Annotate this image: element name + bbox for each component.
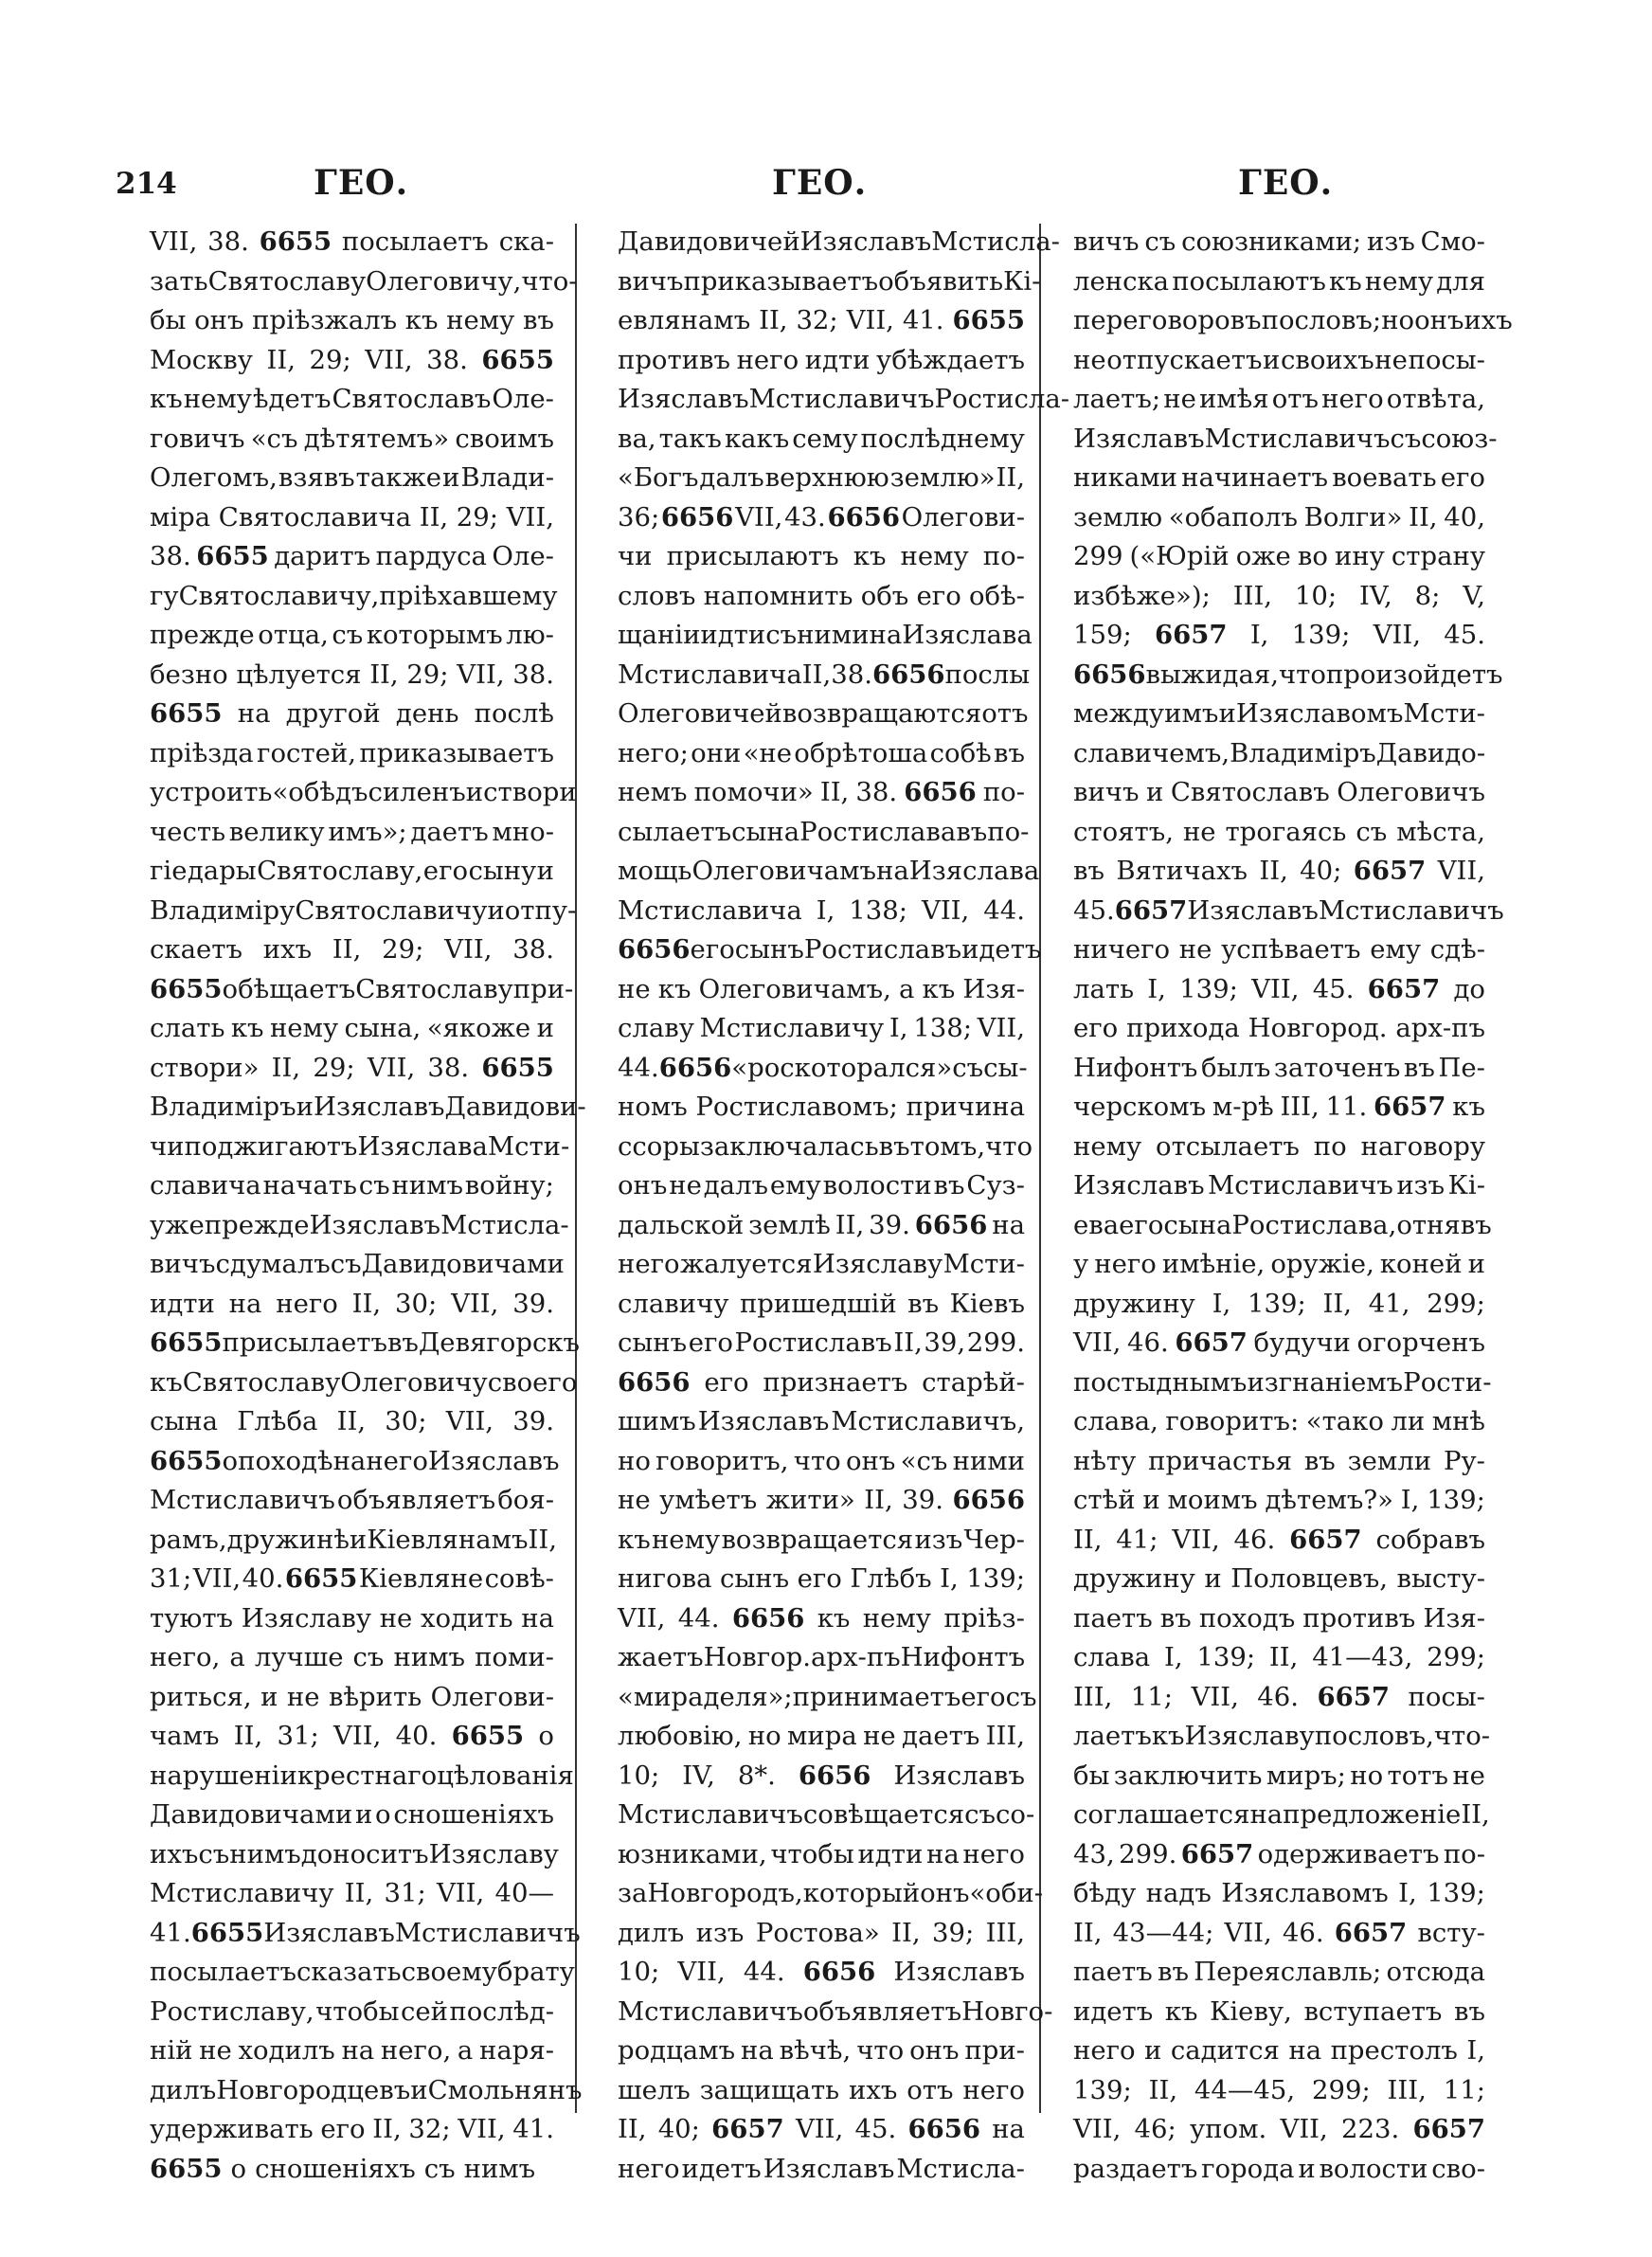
- text-line: 45. 6657 Изяславъ Мстиславичъ: [1073, 894, 1504, 926]
- text-line: чамъ II, 31; VII, 40. 6655 о: [150, 1721, 554, 1751]
- text-line: створи» II, 29; VII, 38. 6655: [150, 1052, 554, 1083]
- text-line: славичемъ, Владиміръ Давидо-: [1073, 737, 1486, 768]
- text-line: жаетъ Новгор. арх-пъ Нифонтъ: [618, 1642, 1026, 1672]
- column-rule-2: [1039, 224, 1041, 2113]
- text-line: 6655 обѣщаетъ Святославу при-: [150, 973, 574, 1004]
- text-line: шимъ Изяславъ Мстиславичъ,: [618, 1406, 1025, 1436]
- text-line: раздаетъ города и волости сво-: [1073, 2153, 1485, 2184]
- text-line: сылаетъ сына Ростислава въ по-: [618, 816, 1030, 847]
- text-line: скаетъ ихъ II, 29; VII, 38.: [150, 934, 554, 965]
- text-line: 6655 на другой день послѣ: [150, 698, 554, 729]
- text-line: 41. 6655 Изяславъ Мстиславичъ: [150, 1917, 581, 1948]
- text-line: гіе дары Святославу, его сыну и: [150, 856, 554, 886]
- text-line: чи присылаютъ къ нему по-: [618, 541, 1025, 571]
- text-line: Давидовичами и о сношеніяхъ: [150, 1799, 554, 1830]
- text-line: туютъ Изяславу не ходить на: [150, 1602, 554, 1634]
- text-line: 38. 6655 даритъ пардуса Оле-: [150, 541, 554, 571]
- text-line: черскомъ м-рѣ III, 11. 6657 къ: [1073, 1092, 1485, 1122]
- text-line: Мстиславичу II, 31; VII, 40—: [150, 1878, 554, 1908]
- text-line: риться, и не вѣрить Олегови-: [150, 1681, 554, 1712]
- text-line: вичъ и Святославъ Олеговичъ: [1073, 777, 1485, 807]
- text-line: онъ не далъ ему волости въ Суз-: [618, 1170, 1025, 1201]
- text-line: никами начинаетъ воевать его: [1073, 462, 1485, 493]
- text-line: нигова сынъ его Глѣбъ I, 139;: [618, 1563, 1025, 1594]
- text-line: шелъ защищать ихъ отъ него: [618, 2074, 1025, 2105]
- text-line: любовію, но мира не даетъ III,: [618, 1721, 1025, 1751]
- text-line: постыднымъ изгнаніемъ Рости-: [1073, 1366, 1492, 1398]
- text-line: слава, говоритъ: «тако ли мнѣ: [1073, 1406, 1485, 1436]
- text-line: VII, 38. 6655 посылаетъ ска-: [150, 226, 554, 257]
- text-line: Мстиславичъ совѣщается съ со-: [618, 1799, 1035, 1830]
- text-line: II, 40; 6657 VII, 45. 6656 на: [618, 2114, 1025, 2144]
- text-line: говичъ «съ дѣтятемъ» своимъ: [150, 423, 554, 454]
- text-line: словъ напомнить объ его обѣ-: [618, 580, 1025, 611]
- text-line: паетъ въ походъ противъ Изя-: [1073, 1602, 1485, 1634]
- text-line: Мстиславичъ объявляетъ боя-: [150, 1485, 554, 1515]
- text-line: идти на него II, 30; VII, 39.: [150, 1288, 554, 1319]
- text-line: его прихода Новгород. арх-пъ: [1073, 1013, 1485, 1043]
- text-line: гу Святославичу, пріѣхавшему: [150, 580, 558, 611]
- page-number: 214: [116, 167, 177, 201]
- text-line: рамъ, дружинѣ и Кіевлянамъ II,: [150, 1524, 557, 1555]
- text-line: щаніи идти съ ними на Изяслава: [618, 620, 1032, 650]
- text-line: Изяславъ Мстиславичъ Ростисла-: [618, 384, 1069, 414]
- text-line: къ нему ѣдетъ Святославъ Оле-: [150, 384, 554, 414]
- text-line: 6655 о сношеніяхъ съ нимъ: [150, 2153, 536, 2184]
- text-line: паетъ въ Переяславль; отсюда: [1073, 1957, 1485, 1987]
- text-line: вичъ сдумалъ съ Давидовичами: [150, 1249, 565, 1279]
- text-line: въ Вятичахъ II, 40; 6657 VII,: [1073, 856, 1485, 886]
- text-line: міра Святославича II, 29; VII,: [150, 501, 554, 533]
- text-line: славича начать съ нимъ войну;: [150, 1170, 554, 1201]
- text-line: славу Мстиславичу I, 138; VII,: [618, 1013, 1025, 1043]
- text-line: дружину I, 139; II, 41, 299;: [1073, 1288, 1485, 1319]
- text-line: нему отсылаетъ по наговору: [1073, 1130, 1485, 1162]
- text-line: 159; 6657 I, 139; VII, 45.: [1073, 620, 1485, 650]
- text-line: лаетъ къ Изяславу пословъ, что-: [1073, 1721, 1491, 1751]
- text-line: Мстиславичъ объявляетъ Новго-: [618, 1995, 1053, 2027]
- text-line: къ Святославу Олеговичу своего: [150, 1366, 578, 1398]
- text-line: бѣду надъ Изяславомъ I, 139;: [1073, 1878, 1485, 1908]
- text-line: сынъ его Ростиславъ II, 39, 299.: [618, 1327, 1025, 1358]
- text-line: Владиміръ и Изяславъ Давидови-: [150, 1092, 586, 1122]
- text-line: сына Глѣба II, 30; VII, 39.: [150, 1406, 554, 1436]
- text-line: дилъ Новгородцевъ и Смольнянъ: [150, 2074, 583, 2105]
- text-line: 43, 299. 6657 одерживаетъ по-: [1073, 1838, 1485, 1869]
- text-column-3: [1073, 223, 1513, 2189]
- text-line: но говоритъ, что онъ «съ ними: [618, 1445, 1025, 1476]
- text-line: нарушеніи крестнаго цѣлованія: [150, 1760, 574, 1791]
- text-line: удерживать его II, 32; VII, 41.: [150, 2114, 554, 2144]
- text-line: не къ Олеговичамъ, а къ Изя-: [618, 973, 1025, 1004]
- text-line: него идетъ Изяславъ Мстисла-: [618, 2153, 1025, 2184]
- text-line: 6655 присылаетъ въ Девягорскъ: [150, 1327, 581, 1358]
- text-line: ва, такъ какъ сему послѣднему: [618, 423, 1025, 454]
- text-line: Мстиславича I, 138; VII, 44.: [618, 894, 1025, 926]
- text-line: дальской землѣ II, 39. 6656 на: [618, 1209, 1025, 1240]
- text-line: номъ Ростиславомъ; причина: [618, 1092, 1025, 1122]
- text-line: юзниками, чтобы идти на него: [618, 1838, 1025, 1869]
- text-line: него жалуется Изяславу Мсти-: [618, 1249, 1025, 1279]
- text-line: Изяславъ Мстиславичъ изъ Кі-: [1073, 1170, 1485, 1201]
- text-line: него и садится на престолъ I,: [1073, 2035, 1485, 2066]
- text-line: между имъ и Изяславомъ Мсти-: [1073, 698, 1485, 729]
- column-header-3: ГЕО.: [1238, 163, 1334, 203]
- text-line: избѣже»); III, 10; IV, 8; V,: [1073, 580, 1485, 611]
- text-line: VII, 44. 6656 къ нему пріѣз-: [618, 1602, 1025, 1634]
- text-line: пріѣзда гостей, приказываетъ: [150, 737, 554, 768]
- text-line: VII, 46. 6657 будучи огорченъ: [1073, 1327, 1485, 1358]
- text-line: не отпускаетъ и своихъ не посы-: [1073, 344, 1485, 375]
- text-line: славичу пришедшій въ Кіевъ: [618, 1288, 1025, 1319]
- text-line: лаетъ; не имѣя отъ него отвѣта,: [1073, 384, 1485, 414]
- text-line: 44. 6656 «роскоторался» съ сы-: [618, 1052, 1028, 1083]
- text-line: прежде отца, съ которымъ лю-: [150, 620, 554, 650]
- text-line: противъ него идти убѣждаетъ: [618, 344, 1025, 375]
- text-line: Владиміру Святославичу и отпу-: [150, 894, 577, 926]
- text-line: не умѣетъ жити» II, 39. 6656: [618, 1485, 1025, 1515]
- text-line: стѣй и моимъ дѣтемъ?» I, 139;: [1073, 1485, 1485, 1515]
- text-line: ссоры заключалась въ томъ, что: [618, 1130, 1033, 1162]
- text-line: VII, 46; упом. VII, 223. 6657: [1073, 2114, 1485, 2144]
- text-line: 36; 6656 VII, 43. 6656 Олегови-: [618, 501, 1025, 533]
- text-line: «Богъ далъ верхнюю землю» II,: [618, 462, 1025, 493]
- text-line: 6656 его сынъ Ростиславъ идетъ: [618, 934, 1042, 965]
- text-column-1: [150, 223, 586, 2189]
- text-line: къ нему возвращается изъ Чер-: [618, 1524, 1025, 1555]
- text-line: у него имѣніе, оружіе, коней и: [1073, 1249, 1485, 1279]
- text-line: вичъ съ союзниками; изъ Смо-: [1073, 226, 1485, 257]
- text-line: 10; VII, 44. 6656 Изяславъ: [618, 1957, 1025, 1987]
- text-line: посылаетъ сказать своему брату: [150, 1957, 575, 1987]
- column-header-2: ГЕО.: [772, 163, 868, 203]
- text-line: вичъ приказываетъ объявить Кі-: [618, 265, 1041, 297]
- text-line: ничего не успѣваетъ ему сдѣ-: [1073, 934, 1485, 965]
- text-line: II, 41; VII, 46. 6657 собравъ: [1073, 1524, 1485, 1555]
- text-line: Давидовичей Изяславъ Мстисла-: [618, 226, 1060, 257]
- text-line: переговоровъ пословъ; но онъ ихъ: [1073, 305, 1513, 335]
- text-line: бы онъ пріѣзжалъ къ нему въ: [150, 305, 554, 335]
- text-line: слава I, 139; II, 41—43, 299;: [1073, 1642, 1485, 1672]
- text-line: Олеговичей возвращаются отъ: [618, 698, 1029, 729]
- text-line: 139; II, 44—45, 299; III, 11;: [1073, 2074, 1485, 2105]
- text-line: 31; VII, 40. 6655 Кіевляне совѣ-: [150, 1563, 554, 1594]
- text-line: лать I, 139; VII, 45. 6657 до: [1073, 973, 1485, 1004]
- text-line: Мстиславича II, 38. 6656 послы: [618, 659, 1031, 690]
- text-line: бы заключить миръ; но тотъ не: [1073, 1760, 1485, 1791]
- text-line: Ростиславу, чтобы сей послѣд-: [150, 1995, 554, 2027]
- text-line: 10; IV, 8*. 6656 Изяславъ: [618, 1760, 1025, 1791]
- text-line: 6656 выжидая, что произойдетъ: [1073, 659, 1503, 690]
- text-line: уже прежде Изяславъ Мстисла-: [150, 1209, 569, 1240]
- text-line: 299 («Юрій оже во ину страну: [1073, 541, 1485, 571]
- text-line: «мира деля»; принимаетъ его съ: [618, 1681, 1037, 1712]
- text-line: стоятъ, не трогаясь съ мѣста,: [1073, 816, 1485, 847]
- text-line: идетъ къ Кіеву, вступаетъ въ: [1073, 1995, 1485, 2027]
- text-line: ній не ходилъ на него, а наря-: [150, 2035, 554, 2066]
- text-line: честь велику имъ»; даетъ мно-: [150, 816, 554, 847]
- text-line: 6656 его признаетъ старѣй-: [618, 1366, 1025, 1398]
- column-header-1: ГЕО.: [314, 163, 409, 203]
- text-line: соглашается на предложеніе II,: [1073, 1799, 1490, 1830]
- text-line: ихъ съ нимъ доноситъ Изяславу: [150, 1838, 559, 1869]
- text-line: безно цѣлуется II, 29; VII, 38.: [150, 659, 554, 690]
- text-line: Олегомъ, взявъ также и Влади-: [150, 462, 554, 493]
- text-line: нѣту причастья въ земли Ру-: [1073, 1445, 1485, 1476]
- text-line: родцамъ на вѣчѣ, что онъ при-: [618, 2035, 1025, 2066]
- text-line: евлянамъ II, 32; VII, 41. 6655: [618, 305, 1025, 335]
- text-line: дилъ изъ Ростова» II, 39; III,: [618, 1917, 1025, 1948]
- text-line: чи поджигаютъ Изяслава Мсти-: [150, 1130, 570, 1162]
- text-line: дружину и Половцевъ, высту-: [1073, 1563, 1485, 1594]
- text-line: ева его сына Ростислава, отнявъ: [1073, 1209, 1492, 1240]
- text-line: землю «обаполъ Волги» II, 40,: [1073, 501, 1485, 533]
- text-line: Изяславъ Мстиславичъ съ союз-: [1073, 423, 1498, 454]
- text-line: немъ помочи» II, 38. 6656 по-: [618, 777, 1025, 807]
- text-line: зать Святославу Олеговичу, что-: [150, 265, 578, 297]
- text-line: устроить «обѣдъ силенъ и створи: [150, 777, 577, 807]
- text-line: II, 43—44; VII, 46. 6657 всту-: [1073, 1917, 1485, 1948]
- text-line: за Новгородъ, который онъ «оби-: [618, 1878, 1044, 1908]
- text-line: 6655 о походѣ на него Изяславъ: [150, 1445, 560, 1476]
- text-line: ленска посылаютъ къ нему для: [1073, 265, 1485, 297]
- text-column-2: [618, 223, 1069, 2189]
- text-line: III, 11; VII, 46. 6657 посы-: [1073, 1681, 1485, 1712]
- text-line: него, а лучше съ нимъ поми-: [150, 1642, 554, 1672]
- text-line: мощь Олеговичамъ на Изяслава: [618, 856, 1040, 886]
- text-line: Москву II, 29; VII, 38. 6655: [150, 344, 554, 375]
- text-line: слать къ нему сына, «якоже и: [150, 1013, 554, 1043]
- text-line: Нифонтъ былъ заточенъ въ Пе-: [1073, 1052, 1485, 1083]
- text-line: него; они «не обрѣтоша собѣ въ: [618, 737, 1025, 768]
- column-rule-1: [575, 224, 577, 2113]
